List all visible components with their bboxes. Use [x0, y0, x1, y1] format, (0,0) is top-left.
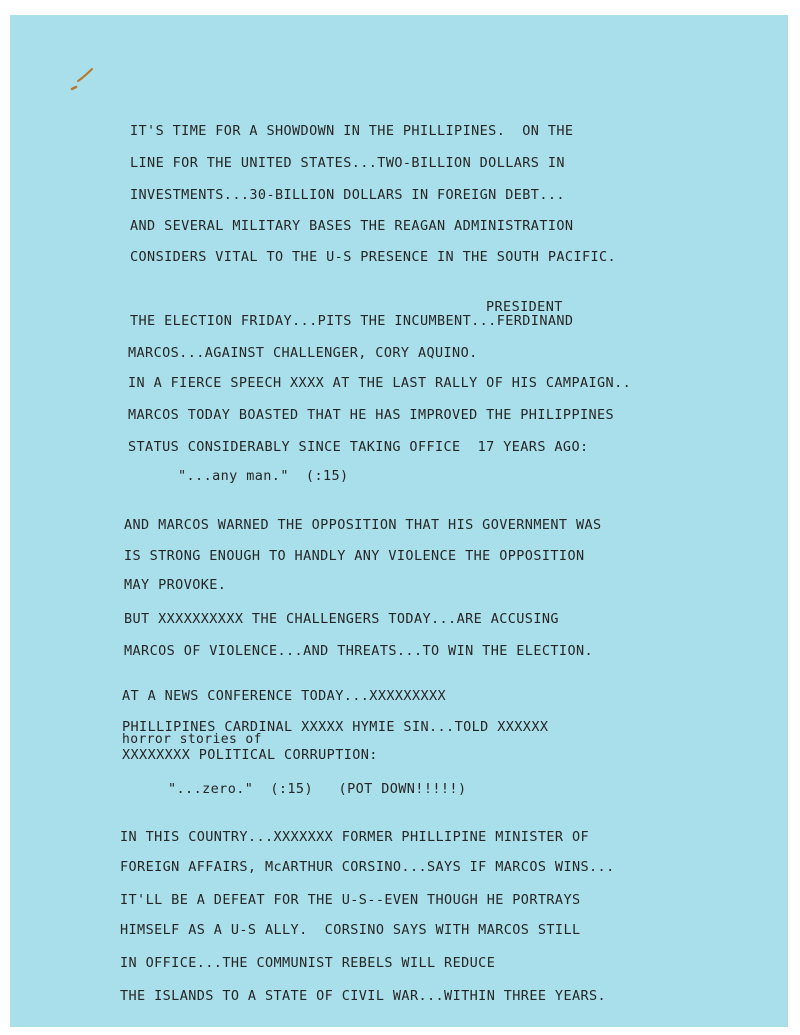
text-line: AND SEVERAL MILITARY BASES THE REAGAN ADMINISTRATION — [130, 218, 574, 234]
text-line: THE ELECTION FRIDAY...PITS THE INCUMBENT...FERDINAND — [130, 313, 574, 329]
text-line: IN A FIERCE SPEECH XXXX AT THE LAST RALLY OF HIS CAMPAIGN.. — [128, 375, 632, 391]
text-line: IS STRONG ENOUGH TO HANDLY ANY VIOLENCE THE OPPOSITION — [124, 548, 585, 564]
text-line: STATUS CONSIDERABLY SINCE TAKING OFFICE 17 YEARS AGO: — [128, 439, 589, 455]
text-line: INVESTMENTS...30-BILLION DOLLARS IN FOREIGN DEBT... — [130, 187, 565, 203]
text-line: PHILLIPINES CARDINAL XXXXX HYMIE SIN...TOLD XXXXXX — [122, 719, 549, 735]
text-line: FOREIGN AFFAIRS, McARTHUR CORSINO...SAYS IF MARCOS WINS... — [120, 859, 615, 875]
text-line: MARCOS...AGAINST CHALLENGER, CORY AQUINO. — [128, 345, 478, 361]
handwritten-insertion: horror stories of — [122, 732, 262, 747]
text-line: THE ISLANDS TO A STATE OF CIVIL WAR...WITHIN THREE YEARS. — [120, 988, 607, 1004]
text-line: CONSIDERS VITAL TO THE U-S PRESENCE IN THE SOUTH PACIFIC. — [130, 249, 617, 265]
text-line: LINE FOR THE UNITED STATES...TWO-BILLION DOLLARS IN — [130, 155, 565, 171]
text-line: IT'LL BE A DEFEAT FOR THE U-S--EVEN THOUGH HE PORTRAYS — [120, 892, 581, 908]
pen-mark — [70, 67, 96, 91]
text-line: BUT XXXXXXXXXX THE CHALLENGERS TODAY...ARE ACCUSING — [124, 611, 559, 627]
inserted-word: PRESIDENT — [486, 299, 563, 315]
text-line: XXXXXXXX POLITICAL CORRUPTION: — [122, 747, 378, 763]
text-line: IN OFFICE...THE COMMUNIST REBELS WILL REDUCE — [120, 955, 496, 971]
text-line: HIMSELF AS A U-S ALLY. CORSINO SAYS WITH MARCOS STILL — [120, 922, 581, 938]
text-line: MARCOS OF VIOLENCE...AND THREATS...TO WIN THE ELECTION. — [124, 643, 594, 659]
text-line: IN THIS COUNTRY...XXXXXXX FORMER PHILLIPINE MINISTER OF — [120, 829, 590, 845]
text-line: AT A NEWS CONFERENCE TODAY...XXXXXXXXX — [122, 688, 447, 704]
sound-bite-cue: "...zero." (:15) (POT DOWN!!!!!) — [168, 781, 467, 797]
text-line: MARCOS TODAY BOASTED THAT HE HAS IMPROVED THE PHILIPPINES — [128, 407, 615, 423]
text-line: AND MARCOS WARNED THE OPPOSITION THAT HIS GOVERNMENT WAS — [124, 517, 602, 533]
text-line: MAY PROVOKE. — [124, 577, 227, 593]
text-line: IT'S TIME FOR A SHOWDOWN IN THE PHILLIPINES. ON THE — [130, 123, 574, 139]
sound-bite-cue: "...any man." (:15) — [178, 468, 349, 484]
